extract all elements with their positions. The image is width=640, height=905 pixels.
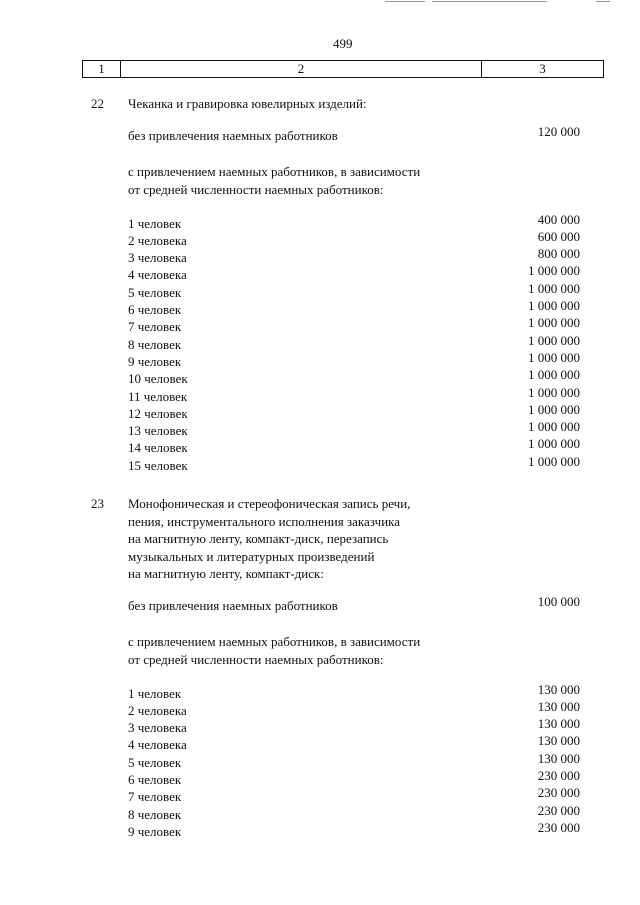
table-row-label: 1 человек <box>128 215 182 231</box>
table-row-label: 9 человек <box>128 823 182 839</box>
table-row-value: 1 000 000 <box>528 384 580 400</box>
scan-artifact-line <box>385 1 425 2</box>
section-title-line: Монофоническая и стереофоническая запись речи, <box>128 496 411 511</box>
table-row-label: 2 человека <box>128 702 187 718</box>
with-employees-label: с привлечением наемных работников, в зависимости <box>128 634 421 649</box>
table-row-value: 1 000 000 <box>528 453 580 469</box>
table-row-label: 15 человек <box>128 457 188 473</box>
table-row-value: 230 000 <box>537 785 580 801</box>
table-row-value: 130 000 <box>537 733 580 749</box>
table-row-label: 4 человека <box>128 267 187 283</box>
page-number: 499 <box>333 36 353 51</box>
table-row-value: 800 000 <box>537 246 580 262</box>
table-row-value: 1 000 000 <box>528 280 580 296</box>
section-number: 22 <box>91 96 104 111</box>
table-row-value: 130 000 <box>537 716 580 732</box>
table-row-label: 9 человек <box>128 353 182 369</box>
without-employees-label: без привлечения наемных работников <box>128 598 338 613</box>
table-row-label: 8 человек <box>128 336 182 352</box>
table-row-label: 12 человек <box>128 405 188 421</box>
without-employees-value: 100 000 <box>537 594 580 609</box>
table-row-value: 1 000 000 <box>528 436 580 452</box>
table-row-value: 230 000 <box>537 802 580 818</box>
section-number: 23 <box>91 496 104 511</box>
section-title-line: на магнитную ленту, компакт-диск: <box>128 566 324 581</box>
table-header <box>82 60 604 78</box>
with-employees-label: от средней численности наемных работников: <box>128 181 384 197</box>
table-row-label: 11 человек <box>128 388 188 404</box>
table-row-label: 1 человек <box>128 685 182 701</box>
table-row-label: 7 человек <box>128 789 182 805</box>
table-row-label: 6 человек <box>128 302 182 317</box>
without-employees-label: без привлечения наемных работников <box>128 128 338 143</box>
section-title-line: Чеканка и гравировка ювелирных изделий: <box>128 96 367 111</box>
with-employees-label: от средней численности наемных работников: <box>128 651 384 667</box>
table-row-label: 3 человека <box>128 250 187 266</box>
table-row-label: 5 человек <box>128 754 182 770</box>
table-row-value: 1 000 000 <box>528 263 580 279</box>
table-row-label: 10 человек <box>128 371 188 387</box>
table-row-value: 1 000 000 <box>528 419 580 435</box>
header-col-3: 3 <box>539 61 546 76</box>
table-row-value: 230 000 <box>537 768 580 783</box>
table-row-label: 7 человек <box>128 319 182 335</box>
table-row-value: 130 000 <box>537 750 580 766</box>
section-title-line: на магнитную ленту, компакт-диск, перезапись <box>128 531 389 546</box>
table-row-label: 4 человека <box>128 737 187 753</box>
table-row-value: 1 000 000 <box>528 401 580 417</box>
table-row-label: 14 человек <box>128 440 188 456</box>
table-row-label: 2 человека <box>128 232 187 248</box>
table-row-label: 8 человек <box>128 806 182 822</box>
section-title-line: пения, инструментального исполнения заказчика <box>128 513 401 529</box>
table-row-label: 13 человек <box>128 423 188 439</box>
table-row-value: 130 000 <box>537 698 580 714</box>
with-employees-label: с привлечением наемных работников, в зависимости <box>128 164 421 179</box>
table-row-label: 3 человека <box>128 720 187 736</box>
without-employees-value: 120 000 <box>537 124 580 139</box>
scan-artifact-line <box>432 1 547 2</box>
table-row-value: 400 000 <box>537 211 580 227</box>
section-title-line: музыкальных и литературных произведений <box>128 548 375 564</box>
header-col-1: 1 <box>98 61 105 76</box>
scan-artifact-line <box>596 1 610 2</box>
table-row-value: 1 000 000 <box>528 332 580 348</box>
table-row-value: 1 000 000 <box>528 349 580 365</box>
table-row-value: 1 000 000 <box>528 367 580 383</box>
table-row-value: 230 000 <box>537 819 580 835</box>
table-row-value: 130 000 <box>537 681 580 697</box>
table-row-value: 1 000 000 <box>528 315 580 331</box>
table-row-label: 6 человек <box>128 772 182 787</box>
table-row-value: 600 000 <box>537 228 580 244</box>
table-row-label: 5 человек <box>128 284 182 300</box>
table-row-value: 1 000 000 <box>528 298 580 313</box>
header-col-2: 2 <box>297 61 305 76</box>
